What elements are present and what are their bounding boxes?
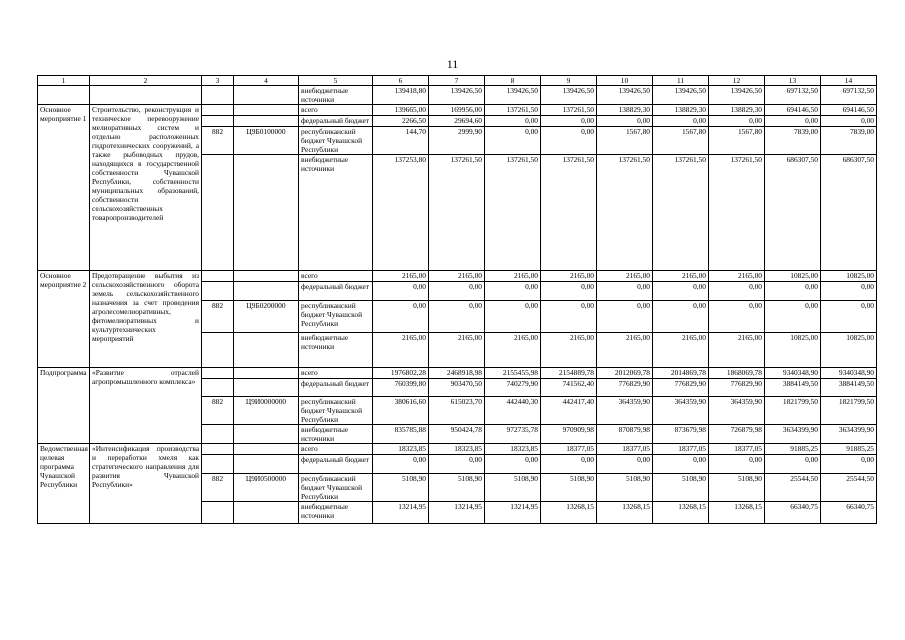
amount-cell: 950424,78 (429, 425, 485, 444)
amount-cell: 138829,30 (709, 105, 765, 116)
amount-cell: 0,00 (653, 116, 709, 127)
budget-code (234, 425, 299, 444)
amount-cell: 66340,75 (821, 502, 877, 524)
table-row (38, 86, 877, 105)
budget-code: Ц9И0500000 (234, 474, 299, 502)
funding-source: всего (299, 444, 373, 455)
amount-cell: 776829,90 (653, 379, 709, 397)
amount-cell: 2165,00 (429, 271, 485, 282)
column-number: 4 (234, 76, 299, 86)
grbs-code: 882 (202, 301, 234, 333)
budget-code (234, 379, 299, 397)
funding-source: республиканский бюджет Чувашской Республики (299, 474, 373, 502)
amount-cell: 91885,25 (765, 444, 821, 455)
amount-cell: 364359,90 (653, 397, 709, 425)
amount-cell: 1567,80 (597, 127, 653, 155)
amount-cell: 139426,50 (429, 86, 485, 105)
amount-cell: 0,00 (373, 301, 429, 333)
amount-cell: 0,00 (541, 116, 597, 127)
amount-cell: 2165,00 (653, 333, 709, 368)
amount-cell: 2155455,98 (485, 368, 541, 379)
grbs-code (202, 444, 234, 455)
amount-cell: 144,70 (373, 127, 429, 155)
budget-code (234, 116, 299, 127)
amount-cell: 18377,05 (709, 444, 765, 455)
table-row (38, 271, 877, 282)
column-number: 5 (299, 76, 373, 86)
budget-code (234, 368, 299, 379)
amount-cell: 2999,90 (429, 127, 485, 155)
amount-cell: 0,00 (485, 455, 541, 474)
amount-cell: 13214,95 (429, 502, 485, 524)
page-number: 11 (446, 57, 459, 71)
amount-cell: 2266,50 (373, 116, 429, 127)
column-number: 2 (90, 76, 202, 86)
amount-cell: 137261,50 (541, 155, 597, 271)
grbs-code (202, 502, 234, 524)
funding-source: внебюджетные источники (299, 333, 373, 368)
amount-cell: 18323,85 (485, 444, 541, 455)
amount-cell: 873679,98 (653, 425, 709, 444)
measure-status: Основное мероприятие 1 (38, 105, 90, 271)
table-row (38, 105, 877, 116)
amount-cell: 0,00 (373, 455, 429, 474)
measure-status: Подпрограмма (38, 368, 90, 444)
amount-cell: 18377,05 (541, 444, 597, 455)
budget-code (234, 444, 299, 455)
amount-cell: 0,00 (485, 282, 541, 301)
amount-cell: 686307,50 (765, 155, 821, 271)
column-number: 11 (653, 76, 709, 86)
amount-cell: 137261,50 (653, 155, 709, 271)
amount-cell: 364359,90 (597, 397, 653, 425)
funding-source: федеральный бюджет (299, 282, 373, 301)
amount-cell: 5108,90 (597, 474, 653, 502)
measure-description: «Интенсификация производства и переработки хмеля как стратегического направления для развития Чувашской Республики» (90, 444, 202, 524)
amount-cell: 2165,00 (373, 271, 429, 282)
amount-cell: 0,00 (821, 455, 877, 474)
amount-cell: 0,00 (709, 116, 765, 127)
measure-status (38, 86, 90, 105)
funding-source: федеральный бюджет (299, 455, 373, 474)
amount-cell: 2165,00 (373, 333, 429, 368)
grbs-code (202, 455, 234, 474)
amount-cell: 0,00 (821, 116, 877, 127)
measure-description (90, 86, 202, 105)
funding-source: внебюджетные источники (299, 502, 373, 524)
amount-cell: 7839,00 (821, 127, 877, 155)
funding-source: внебюджетные источники (299, 425, 373, 444)
amount-cell: 2165,00 (709, 333, 765, 368)
amount-cell: 0,00 (765, 116, 821, 127)
amount-cell: 13268,15 (597, 502, 653, 524)
amount-cell: 2165,00 (485, 333, 541, 368)
amount-cell: 0,00 (709, 455, 765, 474)
grbs-code (202, 425, 234, 444)
amount-cell: 0,00 (429, 301, 485, 333)
measure-description: Строительство, реконструкция и техническое перевооружение мелиоративных систем и отдельно расположенных гидротехнических сооружений, а также рыбоводных прудов, находящихся в государственной собственности Чувашской Республики, собственности муниципальных образований, собственности сельскохозяйственных товаропроизводителей (90, 105, 202, 271)
funding-source: федеральный бюджет (299, 379, 373, 397)
amount-cell: 3884149,50 (765, 379, 821, 397)
amount-cell: 139665,00 (373, 105, 429, 116)
column-number: 9 (541, 76, 597, 86)
amount-cell: 870879,98 (597, 425, 653, 444)
amount-cell: 10825,00 (765, 333, 821, 368)
amount-cell: 760399,80 (373, 379, 429, 397)
column-number: 8 (485, 76, 541, 86)
budget-code (234, 333, 299, 368)
amount-cell: 903470,50 (429, 379, 485, 397)
amount-cell: 137261,50 (709, 155, 765, 271)
amount-cell: 139426,50 (653, 86, 709, 105)
amount-cell: 137261,50 (485, 155, 541, 271)
column-number: 3 (202, 76, 234, 86)
amount-cell: 5108,90 (485, 474, 541, 502)
amount-cell: 7839,00 (765, 127, 821, 155)
amount-cell: 2165,00 (485, 271, 541, 282)
amount-cell: 697132,50 (821, 86, 877, 105)
amount-cell: 137261,50 (541, 105, 597, 116)
column-number: 12 (709, 76, 765, 86)
amount-cell: 13214,95 (373, 502, 429, 524)
amount-cell: 741562,40 (541, 379, 597, 397)
amount-cell: 0,00 (597, 455, 653, 474)
amount-cell: 0,00 (765, 455, 821, 474)
amount-cell: 137253,80 (373, 155, 429, 271)
amount-cell: 2165,00 (541, 333, 597, 368)
budget-code (234, 86, 299, 105)
amount-cell: 5108,90 (429, 474, 485, 502)
amount-cell: 3634399,90 (765, 425, 821, 444)
amount-cell: 615023,70 (429, 397, 485, 425)
amount-cell: 169956,00 (429, 105, 485, 116)
column-number: 6 (373, 76, 429, 86)
amount-cell: 0,00 (653, 301, 709, 333)
amount-cell: 13214,95 (485, 502, 541, 524)
amount-cell: 2165,00 (597, 333, 653, 368)
amount-cell: 442440,30 (485, 397, 541, 425)
amount-cell: 139426,50 (485, 86, 541, 105)
budget-code (234, 502, 299, 524)
amount-cell: 1821799,50 (765, 397, 821, 425)
amount-cell: 13268,15 (709, 502, 765, 524)
amount-cell: 137261,50 (597, 155, 653, 271)
column-number: 7 (429, 76, 485, 86)
amount-cell: 726879,98 (709, 425, 765, 444)
amount-cell: 0,00 (765, 301, 821, 333)
budget-code: Ц9И0000000 (234, 397, 299, 425)
amount-cell: 0,00 (765, 282, 821, 301)
column-number: 1 (38, 76, 90, 86)
amount-cell: 2468918,98 (429, 368, 485, 379)
amount-cell: 137261,50 (485, 105, 541, 116)
amount-cell: 0,00 (709, 301, 765, 333)
amount-cell: 686307,50 (821, 155, 877, 271)
amount-cell: 0,00 (485, 301, 541, 333)
amount-cell: 0,00 (597, 301, 653, 333)
budget-code (234, 271, 299, 282)
grbs-code (202, 379, 234, 397)
measure-description: «Развитие отраслей агропромышленного комплекса» (90, 368, 202, 444)
amount-cell: 0,00 (429, 455, 485, 474)
grbs-code (202, 116, 234, 127)
funding-source: всего (299, 271, 373, 282)
amount-cell: 10825,00 (765, 271, 821, 282)
amount-cell: 25544,50 (821, 474, 877, 502)
amount-cell: 0,00 (429, 282, 485, 301)
amount-cell: 1821799,50 (821, 397, 877, 425)
budget-code (234, 155, 299, 271)
amount-cell: 0,00 (709, 282, 765, 301)
amount-cell: 0,00 (485, 116, 541, 127)
amount-cell: 18377,05 (597, 444, 653, 455)
amount-cell: 776829,90 (709, 379, 765, 397)
amount-cell: 0,00 (541, 127, 597, 155)
funding-source: внебюджетные источники (299, 86, 373, 105)
column-number: 13 (765, 76, 821, 86)
amount-cell: 13268,15 (541, 502, 597, 524)
amount-cell: 0,00 (373, 282, 429, 301)
column-number: 14 (821, 76, 877, 86)
amount-cell: 18323,85 (429, 444, 485, 455)
funding-source: федеральный бюджет (299, 116, 373, 127)
amount-cell: 139426,50 (541, 86, 597, 105)
amount-cell: 776829,90 (597, 379, 653, 397)
amount-cell: 10825,00 (821, 333, 877, 368)
funding-source: республиканский бюджет Чувашской Республики (299, 397, 373, 425)
amount-cell: 2014869,78 (653, 368, 709, 379)
amount-cell: 13268,15 (653, 502, 709, 524)
grbs-code (202, 333, 234, 368)
amount-cell: 0,00 (541, 301, 597, 333)
amount-cell: 138829,30 (653, 105, 709, 116)
amount-cell: 9340348,90 (765, 368, 821, 379)
amount-cell: 3634399,90 (821, 425, 877, 444)
amount-cell: 9340348,90 (821, 368, 877, 379)
amount-cell: 2165,00 (429, 333, 485, 368)
amount-cell: 5108,90 (541, 474, 597, 502)
amount-cell: 2012069,78 (597, 368, 653, 379)
amount-cell: 697132,50 (765, 86, 821, 105)
amount-cell: 694146,50 (821, 105, 877, 116)
funding-source: республиканский бюджет Чувашской Республики (299, 127, 373, 155)
table-row (38, 444, 877, 455)
amount-cell: 66340,75 (765, 502, 821, 524)
funding-source: республиканский бюджет Чувашской Республики (299, 301, 373, 333)
amount-cell: 5108,90 (653, 474, 709, 502)
amount-cell: 18323,85 (373, 444, 429, 455)
column-number: 10 (597, 76, 653, 86)
amount-cell: 1567,80 (653, 127, 709, 155)
amount-cell: 10825,00 (821, 271, 877, 282)
amount-cell: 1976802,28 (373, 368, 429, 379)
budget-code: Ц9Б0200000 (234, 301, 299, 333)
amount-cell: 1868069,78 (709, 368, 765, 379)
amount-cell: 0,00 (597, 282, 653, 301)
grbs-code (202, 368, 234, 379)
amount-cell: 2165,00 (597, 271, 653, 282)
table-header-row (38, 76, 877, 86)
amount-cell: 972735,78 (485, 425, 541, 444)
amount-cell: 0,00 (653, 455, 709, 474)
measure-status: Ведомственная целевая программа Чувашской Республики (38, 444, 90, 524)
amount-cell: 5108,90 (373, 474, 429, 502)
budget-code: Ц9Б0100000 (234, 127, 299, 155)
grbs-code (202, 155, 234, 271)
measure-description: Предотвращение выбытия из сельскохозяйственного оборота земель сельскохозяйственного назначения за счет проведения агролесомелиоративных, фитомелиоративных и культуртехнических мероприятий (90, 271, 202, 368)
amount-cell: 137261,50 (429, 155, 485, 271)
amount-cell: 835785,88 (373, 425, 429, 444)
amount-cell: 2165,00 (653, 271, 709, 282)
amount-cell: 18377,05 (653, 444, 709, 455)
amount-cell: 139426,50 (597, 86, 653, 105)
amount-cell: 5108,90 (709, 474, 765, 502)
table-row (38, 368, 877, 379)
amount-cell: 0,00 (541, 282, 597, 301)
amount-cell: 2165,00 (709, 271, 765, 282)
funding-source: всего (299, 368, 373, 379)
amount-cell: 380616,60 (373, 397, 429, 425)
amount-cell: 0,00 (821, 301, 877, 333)
grbs-code: 882 (202, 127, 234, 155)
amount-cell: 139418,80 (373, 86, 429, 105)
amount-cell: 2154889,78 (541, 368, 597, 379)
budget-table (37, 75, 877, 524)
grbs-code (202, 282, 234, 301)
amount-cell: 442417,40 (541, 397, 597, 425)
amount-cell: 364359,90 (709, 397, 765, 425)
amount-cell: 139426,50 (709, 86, 765, 105)
amount-cell: 970909,98 (541, 425, 597, 444)
amount-cell: 25544,50 (765, 474, 821, 502)
amount-cell: 3884149,50 (821, 379, 877, 397)
amount-cell: 0,00 (485, 127, 541, 155)
amount-cell: 0,00 (653, 282, 709, 301)
amount-cell: 1567,80 (709, 127, 765, 155)
budget-code (234, 105, 299, 116)
grbs-code (202, 105, 234, 116)
grbs-code: 882 (202, 474, 234, 502)
amount-cell: 2165,00 (541, 271, 597, 282)
amount-cell: 0,00 (541, 455, 597, 474)
budget-code (234, 455, 299, 474)
amount-cell: 138829,30 (597, 105, 653, 116)
funding-source: внебюджетные источники (299, 155, 373, 271)
amount-cell: 694146,50 (765, 105, 821, 116)
amount-cell: 740279,90 (485, 379, 541, 397)
grbs-code (202, 86, 234, 105)
grbs-code: 882 (202, 397, 234, 425)
amount-cell: 91885,25 (821, 444, 877, 455)
grbs-code (202, 271, 234, 282)
amount-cell: 0,00 (821, 282, 877, 301)
measure-status: Основное мероприятие 2 (38, 271, 90, 368)
amount-cell: 0,00 (597, 116, 653, 127)
funding-source: всего (299, 105, 373, 116)
budget-code (234, 282, 299, 301)
amount-cell: 29694,60 (429, 116, 485, 127)
